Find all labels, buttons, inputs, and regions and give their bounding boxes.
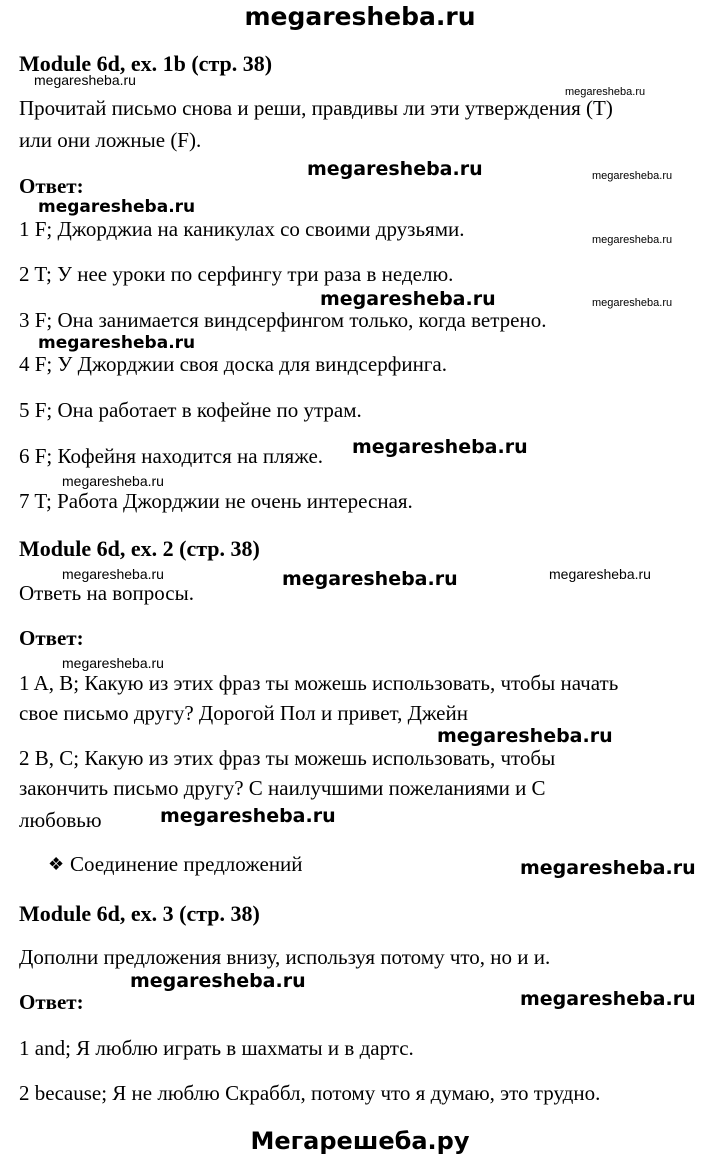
task-text: Ответь на вопросы. bbox=[19, 581, 194, 605]
watermark: megaresheba.ru bbox=[565, 86, 646, 98]
watermark: megaresheba.ru bbox=[592, 234, 673, 246]
answer-line: 7 T; Работа Джорджии не очень интересная. bbox=[19, 489, 413, 513]
answer-line: свое письмо другу? Дорогой Пол и привет, Джейн bbox=[19, 701, 468, 725]
site-footer: Мегарешеба.ру bbox=[250, 1127, 470, 1155]
watermark: megaresheba.ru bbox=[320, 288, 496, 310]
watermark: megaresheba.ru bbox=[130, 970, 306, 992]
answer-line: 6 F; Кофейня находится на пляже. bbox=[19, 444, 324, 468]
watermark: megaresheba.ru bbox=[307, 158, 483, 180]
watermark: megaresheba.ru bbox=[592, 297, 673, 309]
bullet-icon: ❖ bbox=[48, 854, 65, 874]
task-text: Дополни предложения внизу, используя потому что, но и и. bbox=[19, 945, 551, 969]
answer-line: 5 F; Она работает в кофейне по утрам. bbox=[19, 398, 362, 422]
answer-line: 1 F; Джорджиа на каникулах со своими друзьями. bbox=[19, 217, 465, 241]
answer-line: 4 F; У Джорджии своя доска для виндсерфинга. bbox=[19, 352, 447, 376]
answer-label: Ответ: bbox=[19, 990, 84, 1014]
exercise-heading: Module 6d, ex. 2 (стр. 38) bbox=[19, 536, 260, 561]
subheading: Соединение предложений bbox=[70, 852, 303, 876]
watermark: megaresheba.ru bbox=[437, 725, 613, 747]
task-text: Прочитай письмо снова и реши, правдивы ли эти утверждения (T) bbox=[19, 96, 613, 120]
watermark: megaresheba.ru bbox=[520, 988, 696, 1010]
answer-label: Ответ: bbox=[19, 626, 84, 650]
watermark: megaresheba.ru bbox=[38, 333, 196, 353]
answer-line: любовью bbox=[19, 808, 102, 832]
answer-line: 2 T; У нее уроки по серфингу три раза в неделю. bbox=[19, 262, 454, 286]
watermark: megaresheba.ru bbox=[62, 655, 164, 671]
answer-label: Ответ: bbox=[19, 174, 84, 198]
exercise-heading: Module 6d, ex. 1b (стр. 38) bbox=[19, 51, 273, 76]
exercise-heading: Module 6d, ex. 3 (стр. 38) bbox=[19, 901, 260, 926]
task-text: или они ложные (F). bbox=[19, 128, 202, 152]
answer-line: 1 A, B; Какую из этих фраз ты можешь использовать, чтобы начать bbox=[19, 671, 619, 695]
watermark: megaresheba.ru bbox=[34, 72, 136, 88]
answer-line: 1 and; Я люблю играть в шахматы и в дартс. bbox=[19, 1036, 414, 1060]
answer-line: закончить письмо другу? С наилучшими пожеланиями и С bbox=[19, 776, 546, 800]
watermark: megaresheba.ru bbox=[282, 568, 458, 590]
site-header: megaresheba.ru bbox=[244, 2, 476, 31]
watermark: megaresheba.ru bbox=[549, 566, 651, 582]
watermark: megaresheba.ru bbox=[352, 436, 528, 458]
watermark: megaresheba.ru bbox=[160, 805, 336, 827]
answer-line: 3 F; Она занимается виндсерфингом только, когда ветрено. bbox=[19, 308, 547, 332]
answer-line: 2 because; Я не люблю Скраббл, потому что я думаю, это трудно. bbox=[19, 1081, 601, 1105]
watermark: megaresheba.ru bbox=[62, 566, 164, 582]
answer-line: 2 B, C; Какую из этих фраз ты можешь использовать, чтобы bbox=[19, 746, 556, 770]
watermark: megaresheba.ru bbox=[62, 473, 164, 489]
watermark: megaresheba.ru bbox=[520, 857, 696, 879]
watermark: megaresheba.ru bbox=[38, 197, 196, 217]
watermark: megaresheba.ru bbox=[592, 170, 673, 182]
